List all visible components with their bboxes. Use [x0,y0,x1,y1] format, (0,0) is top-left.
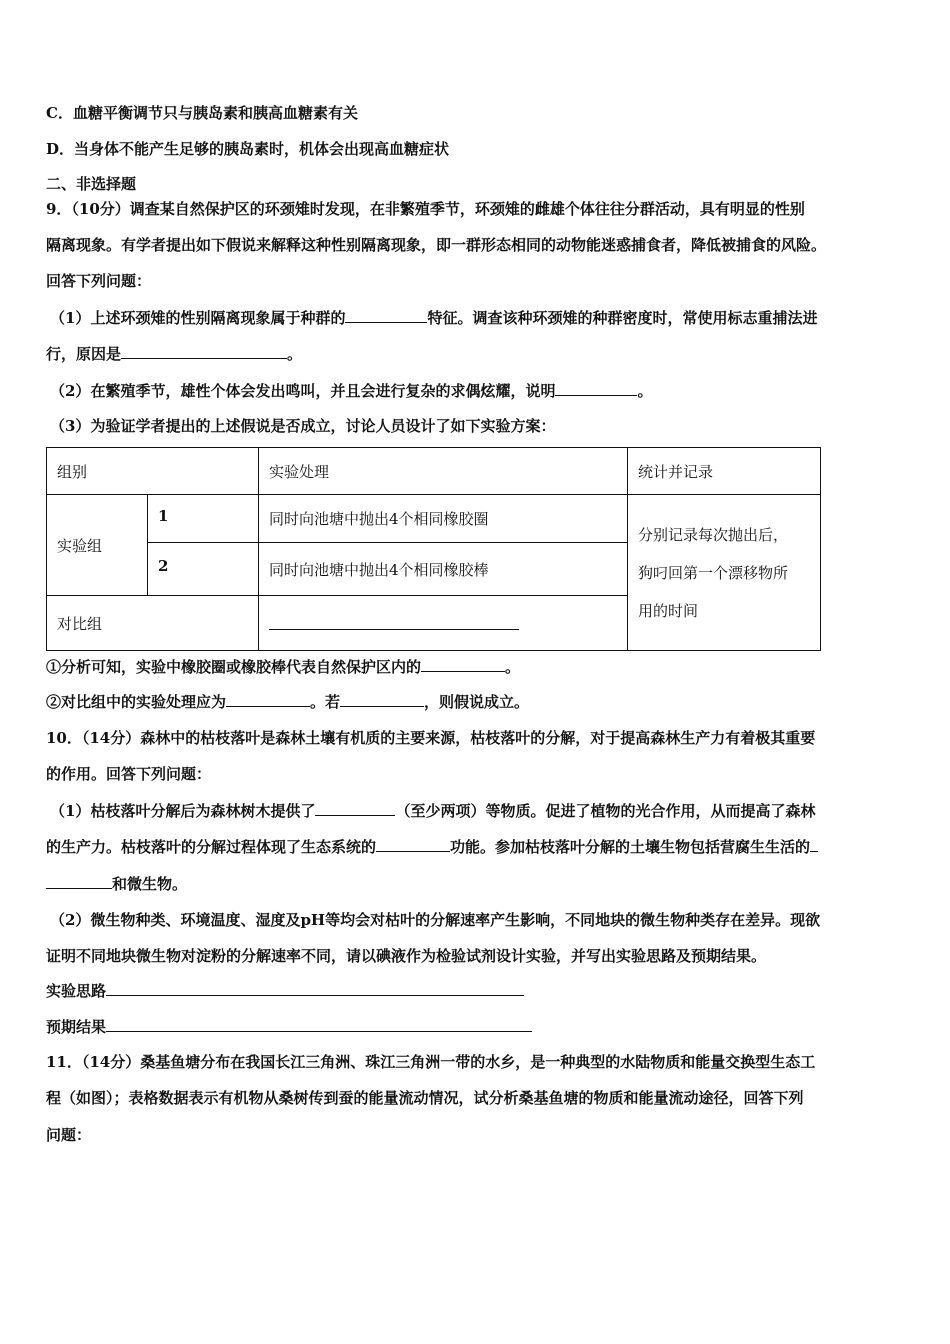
answer-blank[interactable] [345,307,427,323]
q9-part-1-text-b: 特征。调查该种环颈雉的种群密度时，常使用标志重捕法进 [427,309,818,327]
q10-result-label: 预期结果 [46,1018,107,1036]
experiment-table [46,447,821,651]
header-group: 组别 [47,448,259,495]
q9-part-3 [50,415,555,437]
q11-line-1: 11．（14分）桑基鱼塘分布在我国长江三角洲、珠江三角洲一带的水乡，是一种典型的水陆物质和能量交换型生态工 [46,1053,816,1071]
q10-part-1-label: （1） [50,802,91,820]
answer-blank[interactable] [315,800,395,816]
q9-part-3-label: （3） [50,417,91,435]
q9-part-3-text: 为验证学者提出的上述假说是否成立，讨论人员设计了如下实验方案： [90,417,556,435]
answer-blank[interactable] [376,836,450,852]
q9-part-2 [50,380,652,402]
record-cell [628,495,821,651]
q9-conclusion-2-text-c: ，则假说成立。 [424,693,530,711]
answer-blank[interactable] [810,836,818,852]
option-d-text: 当身体不能产生足够的胰岛素时，机体会出现高血糖症状 [74,140,450,158]
q10-part-1-cont [46,836,818,858]
answer-blank[interactable] [555,380,637,396]
q10-part-2-text-a: 微生物种类、环境温度、湿度及pH等均会对枯叶的分解速率产生影响，不同地块的微生物种类存在差异。现欲 [90,911,821,929]
q10-idea-line [46,980,524,1002]
answer-blank[interactable] [421,656,505,672]
answer-blank[interactable] [121,343,287,359]
q10-part-1-text-b: （至少两项）等物质。促进了植物的光合作用，从而提高了森林 [395,802,816,820]
header-treatment: 实验处理 [259,448,628,495]
answer-blank[interactable] [226,691,310,707]
option-d-label: D． [46,140,75,158]
q10-line-2: 的作用。回答下列问题： [46,765,212,783]
q10-idea-label: 实验思路 [46,982,107,1000]
record-line-3: 用的时间 [638,601,699,620]
q9-part-1-text-a: 上述环颈雉的性别隔离现象属于种群的 [90,309,346,327]
header-record: 统计并记录 [628,448,821,495]
q9-conclusion-2-text-b: 。若 [310,693,341,711]
q10-part-1-text-a: 枯枝落叶分解后为森林树木提供了 [90,802,316,820]
answer-blank[interactable] [106,1016,532,1032]
q10-part-2-label: （2） [50,911,91,929]
q9-part-2-text-a: 在繁殖季节，雄性个体会发出鸣叫，并且会进行复杂的求偶炫耀，说明 [90,382,556,400]
row-2-number: 2 [148,543,259,596]
q9-part-2-text-b: 。 [637,382,653,400]
q10-part-1-end [46,873,187,895]
q9-line-1: 9．（10分）调查某自然保护区的环颈雉时发现，在非繁殖季节，环颈雉的雌雄个体往往分群活动，具有明显的性别 [46,200,805,218]
answer-blank[interactable] [106,980,524,996]
q9-part-1-text-d: 。 [287,345,303,363]
control-treatment-cell[interactable] [259,596,628,651]
q9-part-1-text-c: 行，原因是 [46,345,122,363]
q9-part-1-label: （1） [50,309,91,327]
q9-conclusion-2 [46,691,529,713]
q9-conclusion-2-text-a: ②对比组中的实验处理应为 [46,693,227,711]
q10-part-2 [50,909,820,931]
q9-part-2-label: （2） [50,382,91,400]
q10-part-1-text-c: 的生产力。枯枝落叶的分解过程体现了生态系统的 [46,838,377,856]
option-c-text: 血糖平衡调节只与胰岛素和胰高血糖素有关 [72,104,358,122]
option-c-label: C． [46,104,73,122]
q9-part-1 [50,307,817,329]
q10-line-1: 10．（14分）森林中的枯枝落叶是森林土壤有机质的主要来源，枯枝落叶的分解，对于提高森林生产力有着极其重要 [46,729,816,747]
q10-part-1 [50,800,815,822]
answer-blank[interactable] [269,613,519,630]
row-2-treatment: 同时向池塘中抛出4个相同橡胶棒 [259,543,628,596]
answer-blank[interactable] [46,873,112,889]
q9-conclusion-1 [46,656,520,678]
q11-line-2: 程（如图）；表格数据表示有机物从桑树传到蚕的能量流动情况，试分析桑基鱼塘的物质和能量流动途径，回答下列 [46,1089,804,1107]
experimental-group-label: 实验组 [47,495,148,596]
q10-result-line [46,1016,532,1038]
q11-line-3: 问题： [46,1126,92,1144]
q9-conclusion-1-text-a: ①分析可知，实验中橡胶圈或橡胶棒代表自然保护区内的 [46,658,422,676]
row-1-treatment: 同时向池塘中抛出4个相同橡胶圈 [259,495,628,543]
control-group-label: 对比组 [47,596,259,651]
record-line-1: 分别记录每次抛出后， [638,525,789,544]
q9-conclusion-1-text-b: 。 [505,658,521,676]
q10-part-2-cont: 证明不同地块微生物对淀粉的分解速率不同，请以碘液作为检验试剂设计实验，并写出实验思路及预期结果。 [46,947,767,965]
q10-part-1-text-e: 和微生物。 [112,875,188,893]
record-line-2: 狗叼回第一个漂移物所 [638,563,789,582]
option-c [46,102,358,124]
q9-line-3: 回答下列问题： [46,272,152,290]
answer-blank[interactable] [340,691,424,707]
option-d [46,138,449,160]
row-1-number: 1 [148,495,259,543]
q9-line-2: 隔离现象。有学者提出如下假说来解释这种性别隔离现象，即一群形态相同的动物能迷惑捕食者，降低被捕食的风险。 [46,236,827,254]
q10-part-1-text-d: 功能。参加枯枝落叶分解的土壤生物包括营腐生生活的 [450,838,811,856]
section-heading: 二、非选择题 [46,175,137,193]
q9-part-1-cont [46,343,302,365]
